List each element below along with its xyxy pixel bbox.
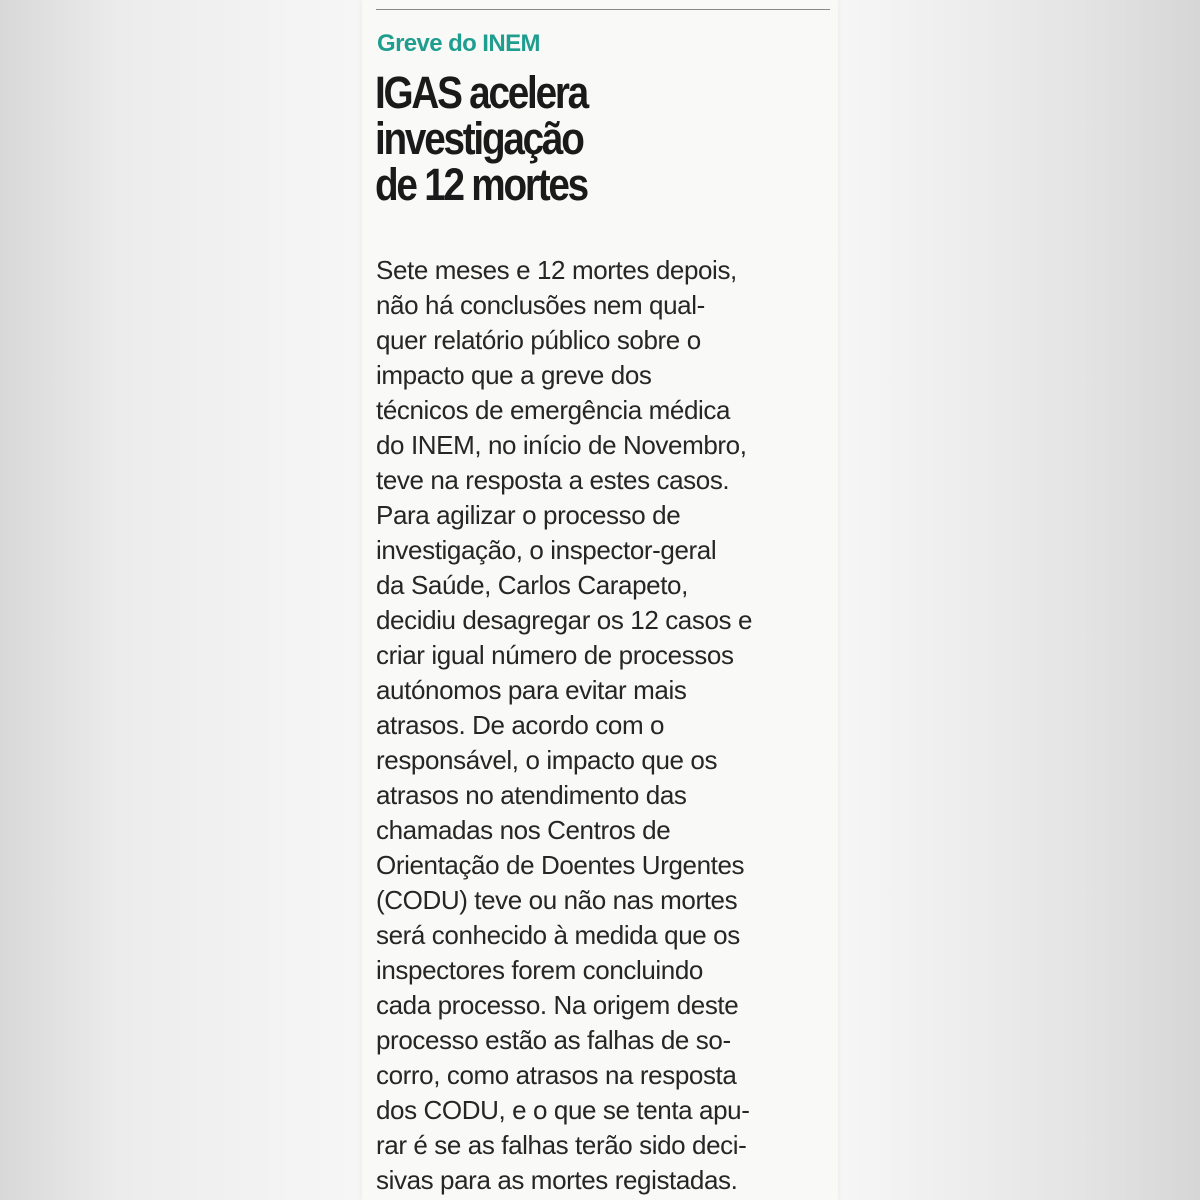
body-line: sivas para as mortes registadas. [376, 1165, 738, 1195]
newspaper-clipping [362, 0, 838, 1200]
article-headline [375, 67, 633, 210]
body-line: corro, como atrasos na resposta [376, 1060, 737, 1090]
body-line: chamadas nos Centros de [376, 815, 671, 845]
body-line: Para agilizar o processo de [376, 500, 681, 530]
article-body [376, 253, 846, 1198]
body-line: investigação, o inspector-geral [376, 535, 717, 565]
body-line: cada processo. Na origem deste [376, 990, 739, 1020]
body-line: quer relatório público sobre o [376, 325, 701, 355]
body-line: autónomos para evitar mais [376, 675, 687, 705]
body-line: atrasos. De acordo com o [376, 710, 665, 740]
body-line: responsável, o impacto que os [376, 745, 718, 775]
headline-line: IGAS acelera [375, 67, 587, 118]
body-line: inspectores forem concluindo [376, 955, 703, 985]
body-line: Sete meses e 12 mortes depois, [376, 255, 737, 285]
body-line: criar igual número de processos [376, 640, 734, 670]
body-line: dos CODU, e o que se tenta apu- [376, 1095, 750, 1125]
body-line: não há conclusões nem qual- [376, 290, 705, 320]
body-line: decidiu desagregar os 12 casos e [376, 605, 753, 635]
headline-line: investigação [375, 113, 583, 164]
body-line: processo estão as falhas de so- [376, 1025, 731, 1055]
body-line: Orientação de Doentes Urgentes [376, 850, 745, 880]
top-rule [376, 9, 830, 10]
body-line: teve na resposta a estes casos. [376, 465, 730, 495]
article-kicker: Greve do INEM [377, 30, 540, 57]
headline-line: de 12 mortes [375, 159, 587, 210]
body-line: do INEM, no início de Novembro, [376, 430, 747, 460]
body-line: será conhecido à medida que os [376, 920, 740, 950]
body-line: impacto que a greve dos [376, 360, 652, 390]
body-line: da Saúde, Carlos Carapeto, [376, 570, 688, 600]
body-line: rar é se as falhas terão sido deci- [376, 1130, 747, 1160]
body-line: atrasos no atendimento das [376, 780, 687, 810]
body-line: técnicos de emergência médica [376, 395, 731, 425]
body-line: (CODU) teve ou não nas mortes [376, 885, 738, 915]
